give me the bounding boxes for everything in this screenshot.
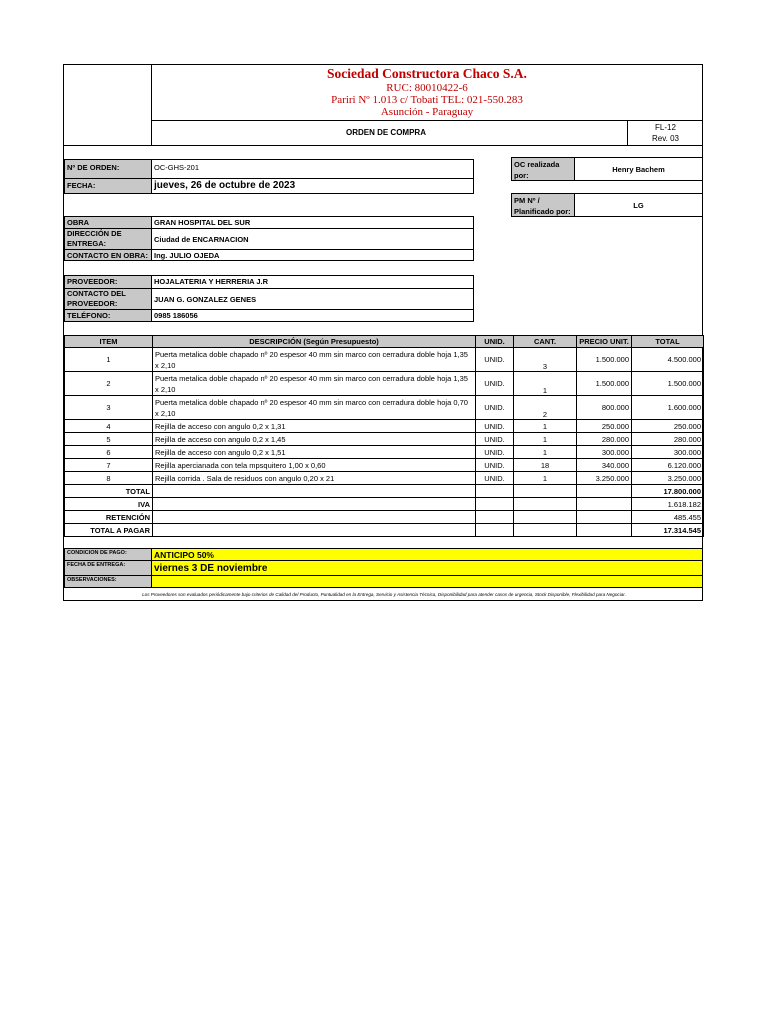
order-number-value: OC-GHS-201 [151, 159, 474, 179]
item-quantity: 18 [514, 459, 577, 472]
item-number: 3 [65, 396, 153, 420]
document-code: FL-12 [655, 123, 676, 132]
pm-value: LG [574, 193, 703, 217]
company-header [152, 66, 702, 118]
observations-value[interactable] [151, 575, 703, 588]
table-row [65, 433, 704, 446]
table-row [65, 372, 704, 396]
supplier-label: PROVEEDOR: [64, 275, 152, 289]
header-bottom-rule [64, 145, 703, 146]
item-quantity: 3 [514, 348, 577, 372]
order-number-label: Nº DE ORDEN: [64, 159, 152, 179]
header-unit-price: PRECIO UNIT. [577, 336, 632, 348]
empty-cell [577, 498, 632, 511]
item-total: 300.000 [632, 446, 704, 459]
item-number: 4 [65, 420, 153, 433]
item-unit: UNID. [476, 420, 514, 433]
item-description: Rejilla corrida . Sala de residuos con angulo 0,20 x 21 [153, 472, 476, 485]
header-description: DESCRIPCIÓN (Según Presupuesto) [153, 336, 476, 348]
items-table [64, 335, 704, 537]
header-total: TOTAL [632, 336, 704, 348]
delivery-date-value: viernes 3 DE noviembre [151, 560, 703, 576]
item-total: 1.600.000 [632, 396, 704, 420]
totals-value: 17.800.000 [632, 485, 704, 498]
item-unit: UNID. [476, 446, 514, 459]
totals-row [65, 524, 704, 537]
item-description: Rejilla de acceso con angulo 0,2 x 1,31 [153, 420, 476, 433]
observations-label: OBSERVACIONES: [64, 575, 152, 588]
table-row [65, 420, 704, 433]
empty-cell [577, 511, 632, 524]
item-total: 3.250.000 [632, 472, 704, 485]
item-unit-price: 280.000 [577, 433, 632, 446]
table-row [65, 472, 704, 485]
item-quantity: 1 [514, 446, 577, 459]
header-quantity: CANT. [514, 336, 577, 348]
item-unit: UNID. [476, 348, 514, 372]
company-ruc: RUC: 80010422-6 [386, 82, 468, 94]
company-city: Asunción - Paraguay [380, 106, 474, 118]
empty-cell [153, 511, 476, 524]
empty-cell [476, 485, 514, 498]
date-label: FECHA: [64, 178, 152, 194]
empty-cell [577, 485, 632, 498]
items-table-header [65, 336, 704, 348]
payment-condition-value: ANTICIPO 50% [151, 548, 703, 561]
item-unit-price: 300.000 [577, 446, 632, 459]
supplier-contact-label: CONTACTO DEL PROVEEDOR: [64, 288, 152, 310]
delivery-date-label: FECHA DE ENTREGA: [64, 560, 152, 576]
empty-cell [153, 485, 476, 498]
empty-cell [153, 524, 476, 537]
item-quantity: 1 [514, 372, 577, 396]
empty-cell [476, 498, 514, 511]
supplier-value: HOJALATERIA Y HERRERIA J.R [151, 275, 474, 289]
item-description: Rejilla de acceso con angulo 0,2 x 1,45 [153, 433, 476, 446]
totals-label: RETENCIÓN [65, 511, 153, 524]
item-unit: UNID. [476, 372, 514, 396]
item-number: 7 [65, 459, 153, 472]
item-number: 2 [65, 372, 153, 396]
item-unit-price: 250.000 [577, 420, 632, 433]
items-table-body [65, 348, 704, 485]
totals-value: 485.455 [632, 511, 704, 524]
supplier-contact-value: JUAN G. GONZALEZ GENES [151, 288, 474, 310]
item-total: 250.000 [632, 420, 704, 433]
obra-label: OBRA [64, 216, 152, 229]
oc-by-label: OC realizada por: [511, 157, 575, 181]
header-item: ITEM [65, 336, 153, 348]
empty-cell [514, 485, 577, 498]
empty-cell [514, 511, 577, 524]
item-description: Rejilla apercianada con tela mpsquitero 1,00 x 0,60 [153, 459, 476, 472]
item-number: 8 [65, 472, 153, 485]
phone-value: 0985 186056 [151, 309, 474, 322]
obra-value: GRAN HOSPITAL DEL SUR [151, 216, 474, 229]
table-row [65, 446, 704, 459]
document-title: ORDEN DE COMPRA [345, 128, 426, 137]
header-unit: UNID. [476, 336, 514, 348]
item-total: 6.120.000 [632, 459, 704, 472]
totals-row [65, 498, 704, 511]
item-total: 4.500.000 [632, 348, 704, 372]
item-unit: UNID. [476, 396, 514, 420]
item-description: Rejilla de acceso con angulo 0,2 x 1,51 [153, 446, 476, 459]
payment-condition-label: CONDICION DE PAGO: [64, 548, 152, 561]
item-description: Puerta metalica doble chapado nº 20 espesor 40 mm sin marco con cerradura doble hoja 1,35 x 2,10 [153, 348, 476, 372]
item-unit: UNID. [476, 472, 514, 485]
item-quantity: 1 [514, 433, 577, 446]
totals-label: IVA [65, 498, 153, 511]
company-name: Sociedad Constructora Chaco S.A. [327, 66, 527, 81]
company-address: Pariri Nº 1.013 c/ Tobati TEL: 021-550.283 [331, 94, 523, 106]
table-row [65, 459, 704, 472]
totals-value: 1.618.182 [632, 498, 704, 511]
item-quantity: 1 [514, 420, 577, 433]
item-unit-price: 340.000 [577, 459, 632, 472]
oc-by-value: Henry Bachem [574, 157, 703, 181]
totals-row [65, 511, 704, 524]
item-unit-price: 1.500.000 [577, 348, 632, 372]
item-unit-price: 3.250.000 [577, 472, 632, 485]
empty-cell [514, 498, 577, 511]
item-description: Puerta metalica doble chapado nº 20 espesor 40 mm sin marco con cerradura doble hoja 1,35 x 2,10 [153, 372, 476, 396]
item-quantity: 1 [514, 472, 577, 485]
item-unit: UNID. [476, 433, 514, 446]
item-unit-price: 800.000 [577, 396, 632, 420]
totals-body [65, 485, 704, 537]
item-total: 280.000 [632, 433, 704, 446]
totals-row [65, 485, 704, 498]
supplier-disclaimer: Los Proveedores son evaluados periódicamente bajo criterios de Calidad del Producto, Puntualidad en la Entrega, Servicio y Asistencia Técnica, Disponibilidad para atender casos de urgencia, Stock Disponible, Flexibilidad para Negociar. [142, 592, 626, 597]
delivery-address-label: DIRECCIÓN DE ENTREGA: [64, 228, 152, 250]
site-contact-value: Ing. JULIO OJEDA [151, 249, 474, 261]
item-number: 1 [65, 348, 153, 372]
delivery-address-value: Ciudad de ENCARNACION [151, 228, 474, 250]
item-description: Puerta metalica doble chapado nº 20 espesor 40 mm sin marco con cerradura doble hoja 0,70 x 2,10 [153, 396, 476, 420]
document-code-box [627, 120, 703, 146]
totals-value: 17.314.545 [632, 524, 704, 537]
item-unit-price: 1.500.000 [577, 372, 632, 396]
item-quantity: 2 [514, 396, 577, 420]
empty-cell [153, 498, 476, 511]
empty-cell [514, 524, 577, 537]
pm-label: PM Nº / Planificado por: [511, 193, 575, 217]
empty-cell [577, 524, 632, 537]
item-number: 6 [65, 446, 153, 459]
table-row [65, 396, 704, 420]
item-number: 5 [65, 433, 153, 446]
empty-cell [476, 524, 514, 537]
site-contact-label: CONTACTO EN OBRA: [64, 249, 152, 261]
header-rule [151, 120, 703, 121]
table-row [65, 348, 704, 372]
item-unit: UNID. [476, 459, 514, 472]
totals-label: TOTAL A PAGAR [65, 524, 153, 537]
phone-label: TELÉFONO: [64, 309, 152, 322]
document-revision: Rev. 03 [652, 134, 679, 143]
item-total: 1.500.000 [632, 372, 704, 396]
date-value: jueves, 26 de octubre de 2023 [151, 178, 474, 194]
totals-label: TOTAL [65, 485, 153, 498]
empty-cell [476, 511, 514, 524]
